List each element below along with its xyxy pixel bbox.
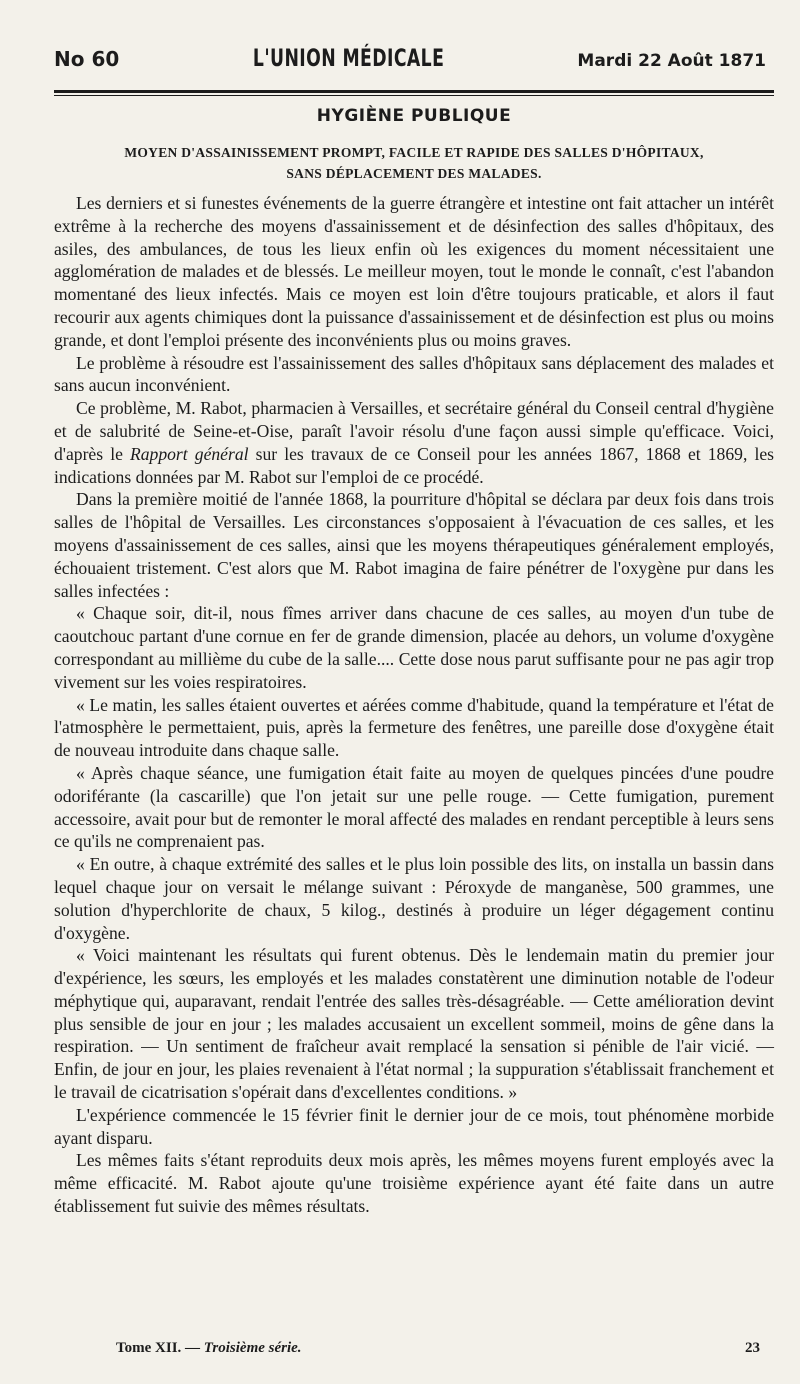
paragraph: Les derniers et si funestes événements de la guerre étrangère et intestine ont fait attacher un intérêt extrême à la recherche des moyens d'assainissement et de désinfection des salles d'hôpitaux, des asiles, des ambulances, de tous les lieux enfin où les exigences du moment nécessitaient une agglomération de malades et de blessés. Le meilleur moyen, tout le monde le connaît, c'est l'abandon momentané des lieux infectés. Mais ce moyen est loin d'être toujours praticable, et alors il faut recourir aux agents chimiques dont la puissance d'assainissement et de désinfection est plus ou moins grande, et dont l'emploi présente des inconvénients plus ou moins graves. [54, 193, 774, 350]
header-rule-thick [54, 90, 774, 93]
paragraph: « Chaque soir, dit-il, nous fîmes arriver dans chacune de ces salles, au moyen d'un tube de caoutchouc partant d'une cornue en fer de grande dimension, placée au dehors, un volume d'oxygène correspondant au millième du cube de la salle.... Cette dose nous parut suffisante pour ne pas agir trop vivement sur les voies respiratoires. [54, 603, 774, 692]
article-title [54, 142, 774, 184]
article-title-line-2: SANS DÉPLACEMENT DES MALADES. [286, 166, 542, 181]
page-header [54, 44, 774, 84]
paragraph-text: sur les travaux de ce Conseil pour les années 1867, 1868 et 1869, les indications données par M. Rabot sur l'emploi de ce procédé. [54, 443, 774, 487]
header-rule-thin [54, 95, 774, 96]
report-title: Rapport général [130, 443, 249, 464]
article-title-line-1: MOYEN D'ASSAINISSEMENT PROMPT, FACILE ET RAPIDE DES SALLES D'HÔPITAUX, [124, 145, 704, 160]
paragraph: Dans la première moitié de l'année 1868, la pourriture d'hôpital se déclara par deux fois dans trois salles de l'hôpital de Versailles. Les circonstances s'opposaient à l'évacuation de ces salles, et les moyens d'assainissement de ces salles, ainsi que les moyens thérapeutiques généralement employés, échouaient tristement. C'est alors que M. Rabot imagina de faire pénétrer de l'oxygène pur dans les salles infectées : [54, 489, 774, 601]
paragraph-text: Ce problème, M. Rabot, pharmacien à Versailles, et secrétaire général du Conseil central d'hygiène et de salubrité de Seine-et-Oise, paraît l'avoir résolu d'une façon aussi simple qu'efficace. Voici, d'après le [54, 398, 774, 464]
paragraph: « Voici maintenant les résultats qui furent obtenus. Dès le lendemain matin du premier jour d'expérience, les sœurs, les employés et les malades constatèrent une diminution notable de l'odeur méphytique qui, auparavant, rendait l'entrée des salles très-désagréable. — Cette amélioration devint plus sensible de jour en jour ; les malades accusaient un excellent sommeil, moins de gêne dans la respiration. — Un sentiment de fraîcheur avait remplacé la sensation si pénible de l'air vicié. — Enfin, de jour en jour, les plaies revenaient à l'état normal ; la suppuration s'établissait franchement et le travail de cicatrisation s'opérait dans d'excellentes conditions. » [54, 945, 774, 1103]
paragraph [54, 397, 774, 488]
paragraph: « Le matin, les salles étaient ouvertes et aérées comme d'habitude, quand la température et l'état de l'atmosphère le permettaient, puis, après la fermeture des fenêtres, une pareille dose d'oxygène était de nouveau introduite dans chaque salle. [54, 694, 774, 761]
paragraph: Les mêmes faits s'étant reproduits deux mois après, les mêmes moyens furent employés avec la même efficacité. M. Rabot ajoute qu'une troisième expérience ayant été faite dans un autre établissement fut suivie des mêmes résultats. [54, 1150, 774, 1217]
volume-info [116, 1340, 302, 1357]
page-number: 23 [745, 1340, 760, 1356]
section-title: HYGIÈNE PUBLIQUE [316, 106, 512, 126]
series-label: Troisième série. [203, 1340, 302, 1356]
journal-title: L'UNION MÉDICALE [252, 44, 445, 72]
paragraph: « En outre, à chaque extrémité des salles et le plus loin possible des lits, on installa un bassin dans lequel chaque jour on versait le mélange suivant : Péroxyde de manganèse, 500 grammes, une solution d'hyperchlorite de chaux, 5 kilog., destinés à produire un léger dégagement continu d'oxygène. [54, 854, 774, 943]
paragraph: L'expérience commencée le 15 février finit le dernier jour de ce mois, tout phénomène morbide ayant disparu. [54, 1104, 774, 1148]
issue-number: No 60 [54, 47, 120, 71]
issue-date: Mardi 22 Août 1871 [577, 51, 766, 71]
article-body [54, 192, 774, 1218]
paragraph: « Après chaque séance, une fumigation était faite au moyen de quelques pincées d'une poudre odoriférante (la cascarille) que l'on jetait sur une pelle rouge. — Cette fumigation, purement accessoire, avait pour but de remonter le moral affecté des malades en rendant perceptible à leurs sens ce qu'ils ne comprenaient pas. [54, 762, 774, 852]
page-footer [116, 1340, 760, 1357]
volume-label: Tome XII. — [116, 1340, 204, 1356]
paragraph: Le problème à résoudre est l'assainissement des salles d'hôpitaux sans déplacement des malades et sans aucun inconvénient. [54, 352, 774, 396]
